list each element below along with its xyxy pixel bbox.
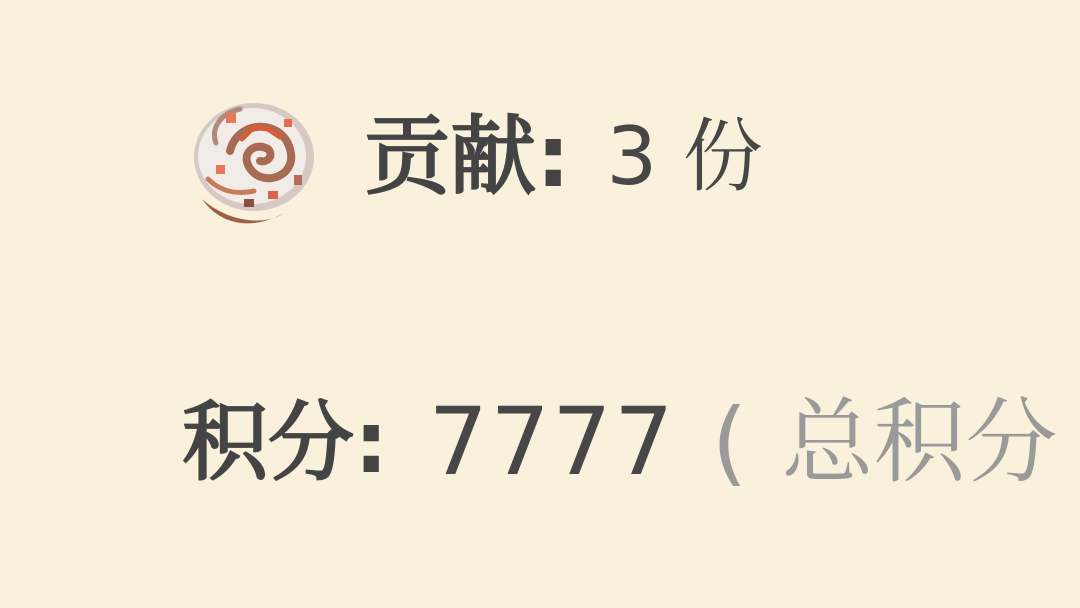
points-row [182, 378, 1058, 508]
points-label: 积分: [182, 393, 389, 493]
shell-icon [182, 89, 322, 229]
total-points-label: 总积分 [781, 389, 1058, 496]
contribution-label: 贡献: [364, 107, 571, 207]
points-open-paren: ( [711, 389, 748, 496]
points-value: 7777 [428, 388, 676, 497]
contribution-row [182, 92, 763, 222]
contribution-value: 3 份 [606, 110, 763, 203]
